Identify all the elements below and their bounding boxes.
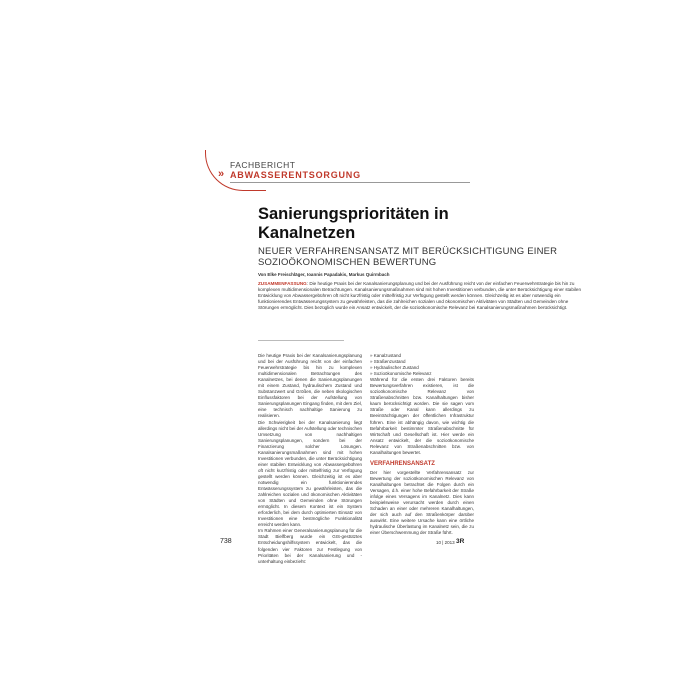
abstract-label: ZUSAMMENFASSUNG <box>258 281 307 286</box>
body-paragraph: Die Schwierigkeit bei der Kanalsanierung liegt allerdings nicht bei der Aufstellung oder technischen Umsetzung von nachhaltigen Sanierungsplanungen, sondern bei der Finanzierung solcher Lösungen. Kanalsanierungsmaßnahmen sind mit hohen Investitionen verbunden, die unter Berücksichtigung einer stabilen Entwicklung von Abwassergebühren oft nicht kurzfristig oder mittelfristig zur Verfügung gestellt werden können. Gleichzeitig ist es aber notwendig ein funktionierendes Entwässerungssystem zu gewährleisten, das die zahlreichen sozialen und ökonomischen Aktivitäten von Städten und Gemeinden ohne Störungen ermöglicht. In diesem Kontext ist ein System erforderlich, bei dem durch optimierten Einsatz von Investitionen eine bestmögliche Funktionalität erreicht werden kann. <box>258 419 362 528</box>
body-paragraph: Während für die ersten drei Faktoren bereits Bewertungsverfahren existieren, ist die sozioökonomische Relevanz von Straßenabschnitten bzw. Kanalhaltungen bisher kaum berücksichtigt worden. Die sie sagen vom Straße oder Kanal kann allerdings zu Beeinträchtigungen der öffentlichen Infrastruktur führen. Eine ist abhängig davon, wie wichtig die Befahrbarkeit bestimmter Straßenabschnitte für Wirtschaft und Gesellschaft ist. Hier werde ein Ansatz entwickelt, der die sozioökonomische Relevanz von Straßenabschnitten bzw. von Kanalhaltungen bewertet. <box>370 377 474 455</box>
section-subheading: VERFAHRENSANSATZ <box>370 460 435 467</box>
body-paragraph: Die heutige Praxis bei der Kanalsanierungsplanung und bei der Ausführung reicht von der einfachen Feuerwehrstrategie bis hin zu komplexen multidimensionalen Betrachtungen des Kanalnetzes, bei denen die Sanierungsplanungen mit einem Zustand, hydraulischem Zustand und Substanzwert und Größen, die neben ökologischen Einflussfaktoren bei der Aufstellung von Sanierungsplanungen Eingang finden, mit dem Ziel, eine technisch nachhaltige Sanierung zu realisieren. <box>258 353 362 419</box>
abstract-text: Die heutige Praxis bei der Kanalsanierungsplanung und bei der Ausführung reicht von der einfachen Feuerwehrstrategie bis hin zu komplexen multidimensionalen Betrachtungen. Kanalsanierungsmaßnahmen sind mit hohen Investitionen verbunden, die unter Berücksichtigung einer stabilen Entwicklung von Abwassergebühren oft nicht kurzfristig oder mittelfristig zur Verfügung gestellt werden können. Gleichzeitig ist es aber notwendig ein funktionierendes Entwässerungssystem zu gewährleisten, das die zahlreichen sozialen und ökonomischen Aktivitäten von Städten und Gemeinden ohne Störungen ermöglicht. Dies bezüglich wurde ein Ansatz entwickelt, der die sozioökonomische Relevanz bei Kanalsanierungsmaßnahmen berücksichtigt. <box>258 281 582 311</box>
page-number: 738 <box>220 538 232 545</box>
abstract-separator <box>258 340 344 341</box>
list-item: » Hydraulischer Zustand <box>370 365 419 371</box>
body-paragraph: Im Rahmen einer Generalsanierungsplanung für die Stadt Bielfberg wurde ein GIS-gestütztes Entscheidungshilfssystem entwickelt, das die folgenden vier Faktoren zur Festlegung von Prioritäten bei der Kanalsanierung und -unterhaltung einbezieht: <box>258 528 362 564</box>
body-right-column <box>370 353 474 536</box>
abstract: ZUSAMMENFASSUNG: Die heutige Praxis bei der Kanalsanierungsplanung und bei der Ausführung reicht von der einfachen Feuerwehrstrategie bis hin zu komplexen multidimensionalen Betrachtungen. Kanalsanierungsmaßnahmen sind mit hohen Investitionen verbunden, die unter Berücksichtigung einer stabilen Entwicklung von Abwassergebühren oft nicht kurzfristig oder mittelfristig zur Verfügung gestellt werden können. Gleichzeitig ist es aber notwendig ein funktionierendes Entwässerungssystem zu gewährleisten, das die zahlreichen sozialen und ökonomischen Aktivitäten von Städten und Gemeinden ohne Störungen ermöglicht. Dies bezüglich wurde ein Ansatz entwickelt, der die sozioökonomische Relevanz bei Kanalsanierungsmaßnahmen berücksichtigt. <box>258 281 582 311</box>
list-item: » Kanalzustand <box>370 353 402 358</box>
list-item: » Sozioökonomische Relevanz <box>370 371 432 377</box>
header-divider <box>230 182 470 183</box>
journal-logo: 3R <box>456 538 465 545</box>
body-paragraph: Der hier vorgestellte Verfahrensansatz zur Bewertung der sozioökonomischen Relevanz von Kanalhaltungen betrachtet die Folgen durch ein Versagen, d.h. einer hohe Befahrbarkeit der Straße infolge eines Versagens im Kanalnetz. Dies kann beispielsweise verursacht werden durch einen Schaden an einer oder mehreren Kanalhaltungen, der sich auch auf den Straßenkörper darüber auswirkt. Eine weitere Ursache kann eine örtliche hydraulische Überlastung im Kanalnetz sein, die zu einer Überschwemmung der Straße führt. <box>370 469 474 536</box>
issue-label: 10 | 2013 <box>436 540 455 545</box>
category-label: FACHBERICHT <box>230 160 296 170</box>
section-arrow-icon: » <box>218 168 225 180</box>
article-title: Sanierungsprioritäten in Kanalnetzen <box>258 205 449 242</box>
article-authors: Von Elke Freischläger, Ioannis Papadakis, Markus Quirmbach <box>258 272 390 277</box>
body-left-column <box>258 353 362 565</box>
list-item: » Straßenzustand <box>370 359 406 365</box>
section-label: ABWASSERENTSORGUNG <box>230 170 361 180</box>
article-subtitle: NEUER VERFAHRENSANSATZ MIT BERÜCKSICHTIGUNG EINER SOZIOÖKONOMISCHEN BEWERTUNG <box>258 246 558 268</box>
